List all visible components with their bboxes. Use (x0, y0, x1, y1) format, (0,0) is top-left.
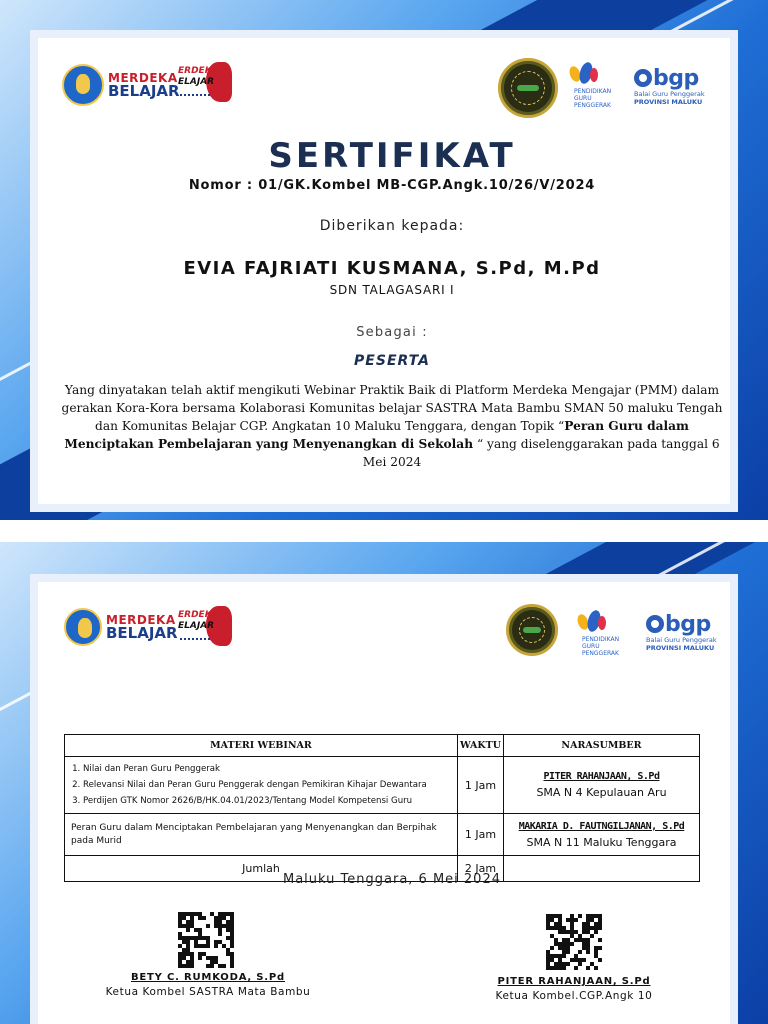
signatory-2-name: PITER RAHANJAAN, S.Pd (497, 976, 651, 987)
narasumber-institution: SMA N 4 Kepulauan Aru (536, 786, 667, 799)
qr-module (578, 962, 582, 966)
guru-penggerak-logo (560, 62, 620, 112)
qr-module (202, 916, 206, 920)
recipient-role: PESERTA (354, 353, 430, 369)
description-topic: Peran Guru dalam Menciptakan Pembelajaran yang Menyenangkan di Sekolah (64, 419, 689, 451)
logo-text: PENDIDIKAN GURU PENGGERAK (574, 88, 612, 109)
qr-module (206, 924, 210, 928)
certificate-card (30, 574, 738, 1024)
qr-code-icon (178, 912, 234, 968)
narasumber-name: MAKARIA D. FAUTNGILJANAN, S.Pd (518, 820, 685, 832)
materi-cell (65, 757, 458, 814)
qr-module (214, 944, 218, 948)
qr-module (594, 930, 598, 934)
merdeka-mengajar-logo (176, 606, 232, 650)
recipient-name: EVIA FAJRIATI KUSMANA, S.Pd, M.Pd (183, 258, 601, 279)
table-row (65, 814, 700, 856)
logo-text: PROVINSI MALUKU (634, 98, 703, 106)
logo-text: ELAJAR (178, 77, 215, 87)
qr-module (562, 966, 566, 970)
recipient-school: SDN TALAGASARI I (329, 283, 455, 297)
qr-module (586, 950, 590, 954)
certificate-number: Nomor : 01/GK.Kombel MB-CGP.Angk.10/26/V/2024 (188, 178, 596, 193)
tut-wuri-handayani-icon (62, 64, 104, 106)
materi-item: 3. Perdijen GTK Nomor 2626/B/HK.04.01/2023/Tentang Model Kompetensi Guru (83, 793, 453, 809)
qr-module (186, 928, 190, 932)
table-row (65, 757, 700, 814)
qr-module (598, 958, 602, 962)
table-header-row (65, 735, 700, 757)
logo-text: bgp (665, 612, 711, 637)
certificate-description (58, 381, 726, 471)
column-header-waktu: WAKTU (458, 735, 504, 757)
qr-module (550, 946, 554, 950)
qr-module (562, 954, 566, 958)
narasumber-cell (504, 814, 700, 856)
qr-module (574, 966, 578, 970)
narasumber-cell (504, 757, 700, 814)
qr-module (590, 934, 594, 938)
qr-module (218, 932, 222, 936)
qr-module (230, 964, 234, 968)
column-header-narasumber: NARASUMBER (504, 735, 700, 757)
qr-module (198, 956, 202, 960)
waktu-cell: 1 Jam (458, 814, 504, 856)
role-label: Sebagai : (356, 325, 428, 340)
jumlah-label: Jumlah (65, 856, 458, 882)
merdeka-mengajar-logo (176, 62, 232, 106)
signatory-1-role: Ketua Kombel SASTRA Mata Bambu (105, 986, 311, 998)
qr-module (206, 944, 210, 948)
materi-cell: Peran Guru dalam Menciptakan Pembelajaran yang Menyenangkan dan Berpihak pada Murid (65, 814, 458, 856)
kombel-seal-icon (506, 604, 558, 656)
qr-module (190, 964, 194, 968)
signatory-2-role: Ketua Kombel.CGP.Angk 10 (495, 990, 653, 1002)
qr-module (222, 964, 226, 968)
narasumber-institution: SMA N 11 Maluku Tenggara (526, 835, 677, 849)
material-table (64, 734, 700, 882)
logo-text: Balai Guru Penggerak (634, 90, 705, 98)
qr-code-icon (546, 914, 602, 970)
qr-module (574, 918, 578, 922)
certificate-page-back (0, 542, 768, 1024)
qr-module (210, 964, 214, 968)
materi-item: 2. Relevansi Nilai dan Peran Guru Penggerak dengan Pemikiran Kihajar Dewantara (83, 777, 453, 793)
qr-module (586, 966, 590, 970)
qr-module (570, 942, 574, 946)
qr-module (582, 958, 586, 962)
qr-module (594, 966, 598, 970)
description-text: “ yang diselenggarakan pada tanggal 6 Mei 2024 (362, 437, 720, 469)
certificate-card (30, 30, 738, 512)
logo-text: bgp (653, 66, 699, 91)
place-date: Maluku Tenggara, 6 Mei 2024 (283, 872, 501, 887)
kombel-seal-icon (498, 58, 558, 118)
certificate-title: SERTIFIKAT (268, 136, 516, 176)
bgp-logo (646, 614, 726, 652)
narasumber-name: PITER RAHANJAAN, S.Pd (543, 771, 660, 782)
logo-text: MERDEKA (106, 612, 176, 627)
jumlah-waktu: 2 Jam (458, 856, 504, 882)
qr-module (230, 944, 234, 948)
logo-text: BELAJAR (108, 81, 180, 100)
description-text: Yang dinyatakan telah aktif mengikuti Webinar Praktik Baik di Platform Merdeka Mengajar (PMM) dalam gerakan Kora-Kora bersama Kolaborasi Komunitas belajar SASTRA Mata Bambu SMAN 50 maluku Tengah dan Komunitas Belajar CGP. Angkatan 10 Maluku Tenggara, dengan Topik “ (61, 383, 723, 433)
qr-module (578, 950, 582, 954)
logo-text: Balai Guru Penggerak (646, 636, 717, 644)
qr-module (598, 938, 602, 942)
qr-module (566, 950, 570, 954)
bgp-logo (634, 68, 714, 106)
column-header-materi: MATERI WEBINAR (65, 735, 458, 757)
guru-penggerak-logo (568, 610, 628, 660)
logo-text: ERDEKA (178, 66, 219, 76)
qr-module (578, 914, 582, 918)
logo-text: ERDEKA (178, 610, 219, 620)
tut-wuri-handayani-icon (64, 608, 102, 646)
waktu-cell: 1 Jam (458, 757, 504, 814)
logo-text: BELAJAR (106, 623, 178, 642)
qr-module (598, 946, 602, 950)
merdeka-belajar-logo (62, 64, 180, 106)
logo-text: PROVINSI MALUKU (646, 644, 715, 652)
logo-text: ELAJAR (178, 621, 215, 631)
given-to-label: Diberikan kepada: (319, 218, 465, 234)
materi-item: 1. Nilai dan Peran Guru Penggerak (83, 761, 453, 777)
logo-text: PENDIDIKAN GURU PENGGERAK (582, 636, 620, 657)
signatory-1-name: BETY C. RUMKODA, S.Pd (131, 972, 285, 983)
qr-module (566, 962, 570, 966)
logo-text: MERDEKA (108, 70, 178, 85)
qr-module (598, 926, 602, 930)
merdeka-belajar-logo (64, 608, 178, 646)
